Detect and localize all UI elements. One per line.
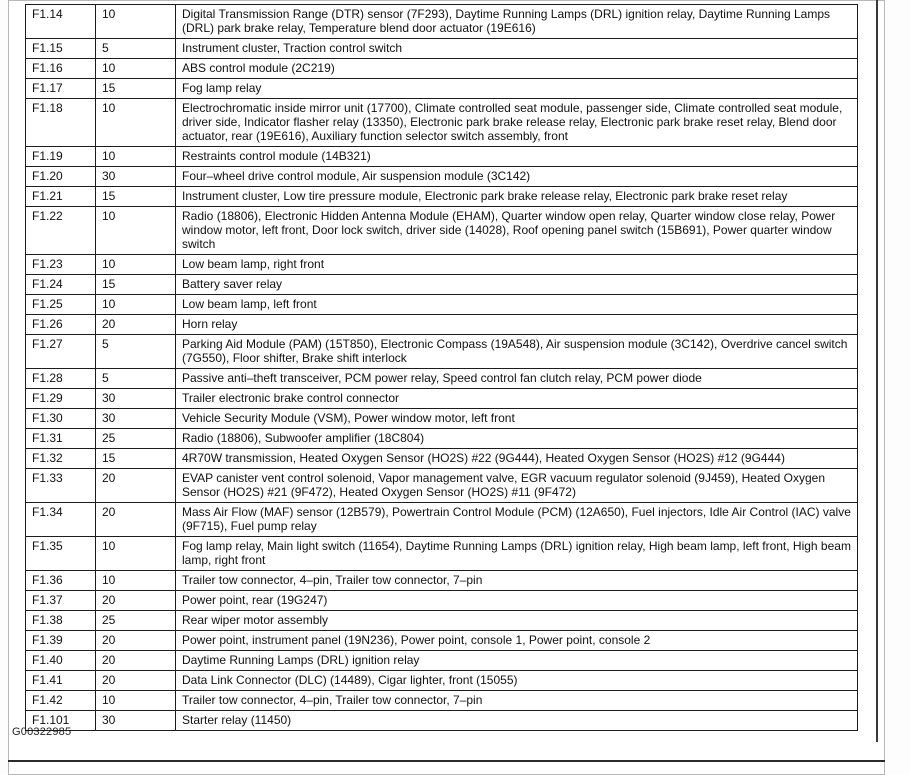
bottom-divider: [8, 760, 885, 762]
amp-rating-cell: 5: [96, 39, 176, 59]
amp-rating-cell: 10: [96, 99, 176, 147]
amp-rating-cell: 10: [96, 59, 176, 79]
table-row: [26, 369, 858, 389]
fuse-id-cell: F1.19: [26, 147, 96, 167]
fuse-id-cell: F1.32: [26, 449, 96, 469]
fuse-id-cell: F1.36: [26, 571, 96, 591]
amp-rating-cell: 20: [96, 315, 176, 335]
circuit-description-cell: Mass Air Flow (MAF) sensor (12B579), Powertrain Control Module (PCM) (12A650), Fuel injectors, Idle Air Control (IAC) valve (9F715), Fuel pump relay: [176, 503, 858, 537]
table-row: [26, 315, 858, 335]
amp-rating-cell: 5: [96, 335, 176, 369]
amp-rating-cell: 10: [96, 537, 176, 571]
table-row: [26, 503, 858, 537]
table-row: [26, 147, 858, 167]
table-row: [26, 389, 858, 409]
fuse-id-cell: F1.34: [26, 503, 96, 537]
amp-rating-cell: 30: [96, 389, 176, 409]
table-row: [26, 335, 858, 369]
amp-rating-cell: 20: [96, 671, 176, 691]
amp-rating-cell: 10: [96, 147, 176, 167]
amp-rating-cell: 25: [96, 611, 176, 631]
circuit-description-cell: ABS control module (2C219): [176, 59, 858, 79]
circuit-description-cell: EVAP canister vent control solenoid, Vapor management valve, EGR vacuum regulator solenoid (9J459), Heated Oxygen Sensor (HO2S) #21 (9F472), Heated Oxygen Sensor (HO2S) #11 (9F472): [176, 469, 858, 503]
amp-rating-cell: 20: [96, 591, 176, 611]
fuse-id-cell: F1.25: [26, 295, 96, 315]
table-row: [26, 295, 858, 315]
fuse-id-cell: F1.33: [26, 469, 96, 503]
fuse-id-cell: F1.40: [26, 651, 96, 671]
circuit-description-cell: Radio (18806), Subwoofer amplifier (18C804): [176, 429, 858, 449]
fuse-id-cell: F1.39: [26, 631, 96, 651]
circuit-description-cell: Data Link Connector (DLC) (14489), Cigar lighter, front (15055): [176, 671, 858, 691]
amp-rating-cell: 20: [96, 503, 176, 537]
table-row: [26, 5, 858, 39]
fuse-table-body: [26, 5, 858, 731]
amp-rating-cell: 10: [96, 255, 176, 275]
amp-rating-cell: 15: [96, 275, 176, 295]
amp-rating-cell: 10: [96, 295, 176, 315]
amp-rating-cell: 25: [96, 429, 176, 449]
circuit-description-cell: Rear wiper motor assembly: [176, 611, 858, 631]
circuit-description-cell: Passive anti–theft transceiver, PCM power relay, Speed control fan clutch relay, PCM power diode: [176, 369, 858, 389]
circuit-description-cell: 4R70W transmission, Heated Oxygen Sensor (HO2S) #22 (9G444), Heated Oxygen Sensor (HO2S) #12 (9G444): [176, 449, 858, 469]
circuit-description-cell: Instrument cluster, Traction control switch: [176, 39, 858, 59]
table-row: [26, 187, 858, 207]
fuse-id-cell: F1.17: [26, 79, 96, 99]
table-row: [26, 591, 858, 611]
amp-rating-cell: 20: [96, 651, 176, 671]
page-edge-shadow: [876, 0, 878, 742]
fuse-id-cell: F1.31: [26, 429, 96, 449]
table-row: [26, 39, 858, 59]
table-row: [26, 99, 858, 147]
circuit-description-cell: Starter relay (11450): [176, 711, 858, 731]
fuse-id-cell: F1.21: [26, 187, 96, 207]
circuit-description-cell: Fog lamp relay, Main light switch (11654), Daytime Running Lamps (DRL) ignition relay, High beam lamp, left front, High beam lamp, right front: [176, 537, 858, 571]
fuse-id-cell: F1.27: [26, 335, 96, 369]
fuse-id-cell: F1.42: [26, 691, 96, 711]
circuit-description-cell: Daytime Running Lamps (DRL) ignition relay: [176, 651, 858, 671]
table-row: [26, 671, 858, 691]
circuit-description-cell: Horn relay: [176, 315, 858, 335]
amp-rating-cell: 10: [96, 207, 176, 255]
figure-id-label: G00322985: [12, 726, 72, 738]
fuse-id-cell: F1.38: [26, 611, 96, 631]
table-row: [26, 571, 858, 591]
table-row: [26, 167, 858, 187]
table-row: [26, 631, 858, 651]
table-row: [26, 449, 858, 469]
table-row: [26, 429, 858, 449]
fuse-table: [25, 4, 858, 731]
table-row: [26, 255, 858, 275]
circuit-description-cell: Electrochromatic inside mirror unit (17700), Climate controlled seat module, passenger side, Climate controlled seat module, driver side, Indicator flasher relay (13350), Electronic park brake release relay, Electronic park brake reset relay, Blend door actuator, rear (19E616), Auxiliary function selector switch assembly, front: [176, 99, 858, 147]
circuit-description-cell: Battery saver relay: [176, 275, 858, 295]
fuse-id-cell: F1.22: [26, 207, 96, 255]
fuse-id-cell: F1.14: [26, 5, 96, 39]
amp-rating-cell: 10: [96, 691, 176, 711]
circuit-description-cell: Restraints control module (14B321): [176, 147, 858, 167]
table-row: [26, 409, 858, 429]
table-row: [26, 611, 858, 631]
table-row: [26, 59, 858, 79]
amp-rating-cell: 15: [96, 449, 176, 469]
table-row: [26, 207, 858, 255]
amp-rating-cell: 20: [96, 631, 176, 651]
fuse-id-cell: F1.26: [26, 315, 96, 335]
circuit-description-cell: Power point, rear (19G247): [176, 591, 858, 611]
table-row: [26, 651, 858, 671]
circuit-description-cell: Fog lamp relay: [176, 79, 858, 99]
fuse-id-cell: F1.16: [26, 59, 96, 79]
fuse-id-cell: F1.37: [26, 591, 96, 611]
fuse-id-cell: F1.18: [26, 99, 96, 147]
circuit-description-cell: Power point, instrument panel (19N236), Power point, console 1, Power point, console 2: [176, 631, 858, 651]
circuit-description-cell: Digital Transmission Range (DTR) sensor (7F293), Daytime Running Lamps (DRL) ignition relay, Daytime Running Lamps (DRL) park brake relay, Temperature blend door actuator (19E616): [176, 5, 858, 39]
fuse-id-cell: F1.35: [26, 537, 96, 571]
circuit-description-cell: Trailer tow connector, 4–pin, Trailer tow connector, 7–pin: [176, 691, 858, 711]
fuse-id-cell: F1.30: [26, 409, 96, 429]
fuse-id-cell: F1.101: [26, 711, 96, 731]
amp-rating-cell: 30: [96, 711, 176, 731]
amp-rating-cell: 10: [96, 5, 176, 39]
circuit-description-cell: Radio (18806), Electronic Hidden Antenna Module (EHAM), Quarter window open relay, Quarter window close relay, Power window motor, left front, Door lock switch, driver side (14028), Roof opening panel switch (15B691), Power quarter window switch: [176, 207, 858, 255]
table-row: [26, 275, 858, 295]
fuse-id-cell: F1.20: [26, 167, 96, 187]
amp-rating-cell: 20: [96, 469, 176, 503]
fuse-id-cell: F1.24: [26, 275, 96, 295]
amp-rating-cell: 30: [96, 167, 176, 187]
fuse-id-cell: F1.41: [26, 671, 96, 691]
amp-rating-cell: 15: [96, 187, 176, 207]
circuit-description-cell: Four–wheel drive control module, Air suspension module (3C142): [176, 167, 858, 187]
fuse-id-cell: F1.23: [26, 255, 96, 275]
circuit-description-cell: Instrument cluster, Low tire pressure module, Electronic park brake release relay, Electronic park brake reset relay: [176, 187, 858, 207]
circuit-description-cell: Trailer electronic brake control connector: [176, 389, 858, 409]
circuit-description-cell: Parking Aid Module (PAM) (15T850), Electronic Compass (19A548), Air suspension module (3C142), Overdrive cancel switch (7G550), Floor shifter, Brake shift interlock: [176, 335, 858, 369]
circuit-description-cell: Low beam lamp, right front: [176, 255, 858, 275]
amp-rating-cell: 5: [96, 369, 176, 389]
fuse-id-cell: F1.15: [26, 39, 96, 59]
table-row: [26, 711, 858, 731]
circuit-description-cell: Trailer tow connector, 4–pin, Trailer tow connector, 7–pin: [176, 571, 858, 591]
amp-rating-cell: 15: [96, 79, 176, 99]
amp-rating-cell: 10: [96, 571, 176, 591]
table-row: [26, 691, 858, 711]
fuse-id-cell: F1.28: [26, 369, 96, 389]
table-row: [26, 537, 858, 571]
table-row: [26, 79, 858, 99]
circuit-description-cell: Vehicle Security Module (VSM), Power window motor, left front: [176, 409, 858, 429]
amp-rating-cell: 30: [96, 409, 176, 429]
table-row: [26, 469, 858, 503]
circuit-description-cell: Low beam lamp, left front: [176, 295, 858, 315]
fuse-id-cell: F1.29: [26, 389, 96, 409]
